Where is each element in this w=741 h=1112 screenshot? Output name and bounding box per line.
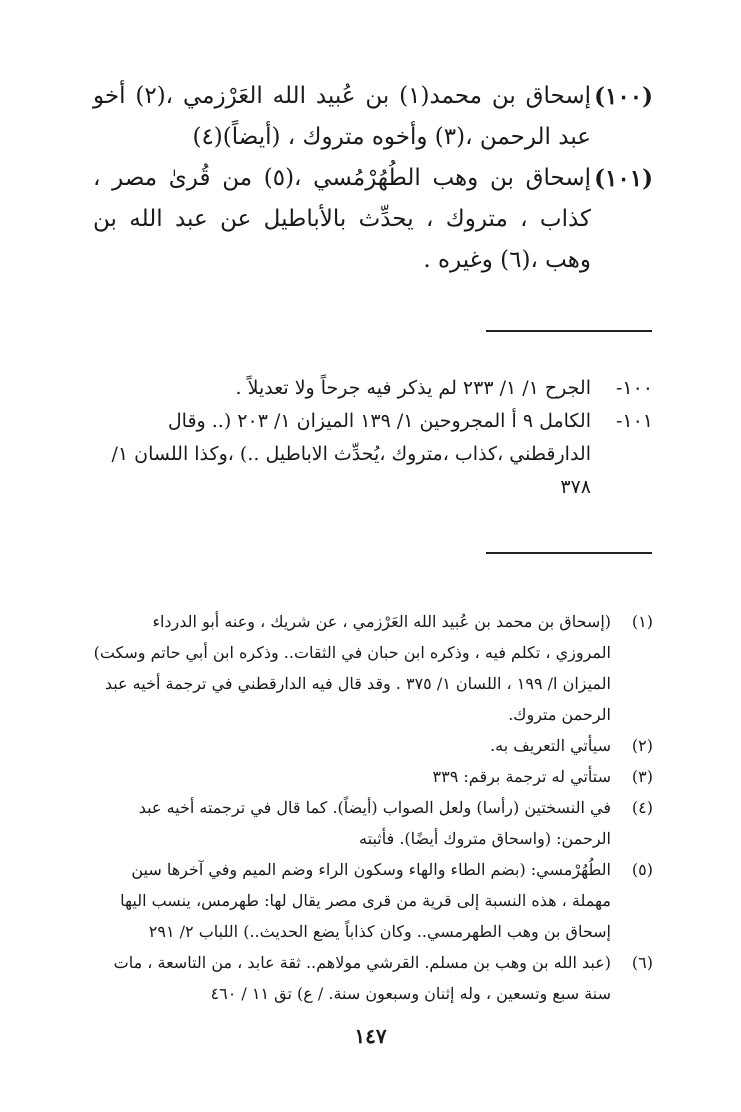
source-number: ١٠١- (615, 410, 653, 432)
entry-101 (93, 158, 653, 281)
footnote-number: (١) (631, 612, 653, 631)
footnotes (93, 606, 653, 1009)
source-text: الكامل ٩ أ المجروحين ١/ ١٣٩ الميزان ١/ ٢٠٣ (.. وقال الدارقطني ،كذاب ،متروك ،يُحدِّث الاباطيل ..) ،وكذا اللسان ١/ ٣٧٨ (111, 410, 591, 498)
footnote-text: الميزان ا/ ١٩٩ ، اللسان ١/ ٣٧٥ . وقد قال فيه الدارقطني في ترجمة أخيه عبد الرحمن متروك. (104, 674, 611, 724)
footnote-4 (93, 792, 653, 854)
source-references (93, 372, 653, 504)
footnote-5 (93, 854, 653, 947)
footnote-number: (٣) (631, 767, 653, 786)
footnote-text: (إسحاق بن محمد بن عُبيد الله العَرْزمي ، عن شريك ، وعنه أبو الدرداء المروزي ، تكلم فيه ، وذكره ابن حبان في الثقات.. وذكره ابن أبي حاتم وسكت) (93, 612, 611, 662)
footnote-6 (93, 947, 653, 1009)
footnote-2 (93, 730, 653, 761)
entry-text: إسحاق بن محمد(١) بن عُبيد الله العَرْزمي ،(٢) أخو عبد الرحمن ،(٣) وأخوه متروك ، (أيضاً)(٤) (93, 83, 591, 150)
footnote-1 (93, 606, 653, 730)
footnote-text: سيأتي التعريف به. (490, 736, 611, 755)
footnote-text: في النسختين (رأسا) ولعل الصواب (أيضاً). كما قال في ترجمته أخيه عبد الرحمن: (واسحاق متروك أيضًا). فأثبته (138, 798, 611, 848)
entry-number: (١٠١) (594, 165, 653, 192)
footnote-number: (٤) (631, 798, 653, 817)
entry-text: إسحاق بن وهب الطُهُرْمُسي ،(٥) من قُرىٰ مصر ، كذاب ، متروك ، يحدِّث بالأباطيل عن عبد الله بن وهب ،(٦) وغيره . (93, 165, 591, 273)
footnote-number: (٥) (631, 860, 653, 879)
footnote-number: (٢) (631, 736, 653, 755)
footnote-text: ستأتي له ترجمة برقم: ٣٣٩ (432, 767, 611, 786)
page-number: ١٤٧ (354, 1024, 387, 1048)
footnote-number: (٦) (631, 953, 653, 972)
main-entries (93, 76, 653, 281)
footnote-text: الطُهُرْمسي: (بضم الطاء والهاء وسكون الراء وضم الميم وفي آخرها سين مهملة ، هذه النسبة إلى قرية من قرى مصر يقال لها: طهرمس، ينسب اليها إسحاق بن وهب الطهرمسي.. وكان كذاباً يضع الحديث..) اللباب ٢/ ٢٩١ (120, 860, 611, 941)
source-number: ١٠٠- (615, 377, 653, 399)
footnote-3 (93, 761, 653, 792)
entry-100 (93, 76, 653, 158)
source-101 (93, 405, 653, 504)
separator-rule (486, 552, 652, 554)
entry-number: (١٠٠) (594, 83, 653, 110)
source-100 (93, 372, 653, 405)
source-text: الجرح ١/ ١/ ٢٣٣ لم يذكر فيه جرحاً ولا تعديلاً . (235, 377, 591, 399)
separator-rule (486, 330, 652, 332)
footnote-text: (عبد الله بن وهب بن مسلم. القرشي مولاهم.. ثقة عابد ، من التاسعة ، مات سنة سبع وتسعين ، وله إثنان وسبعون سنة. / ع) تق ١١ / ٤٦٠ (113, 953, 611, 1003)
